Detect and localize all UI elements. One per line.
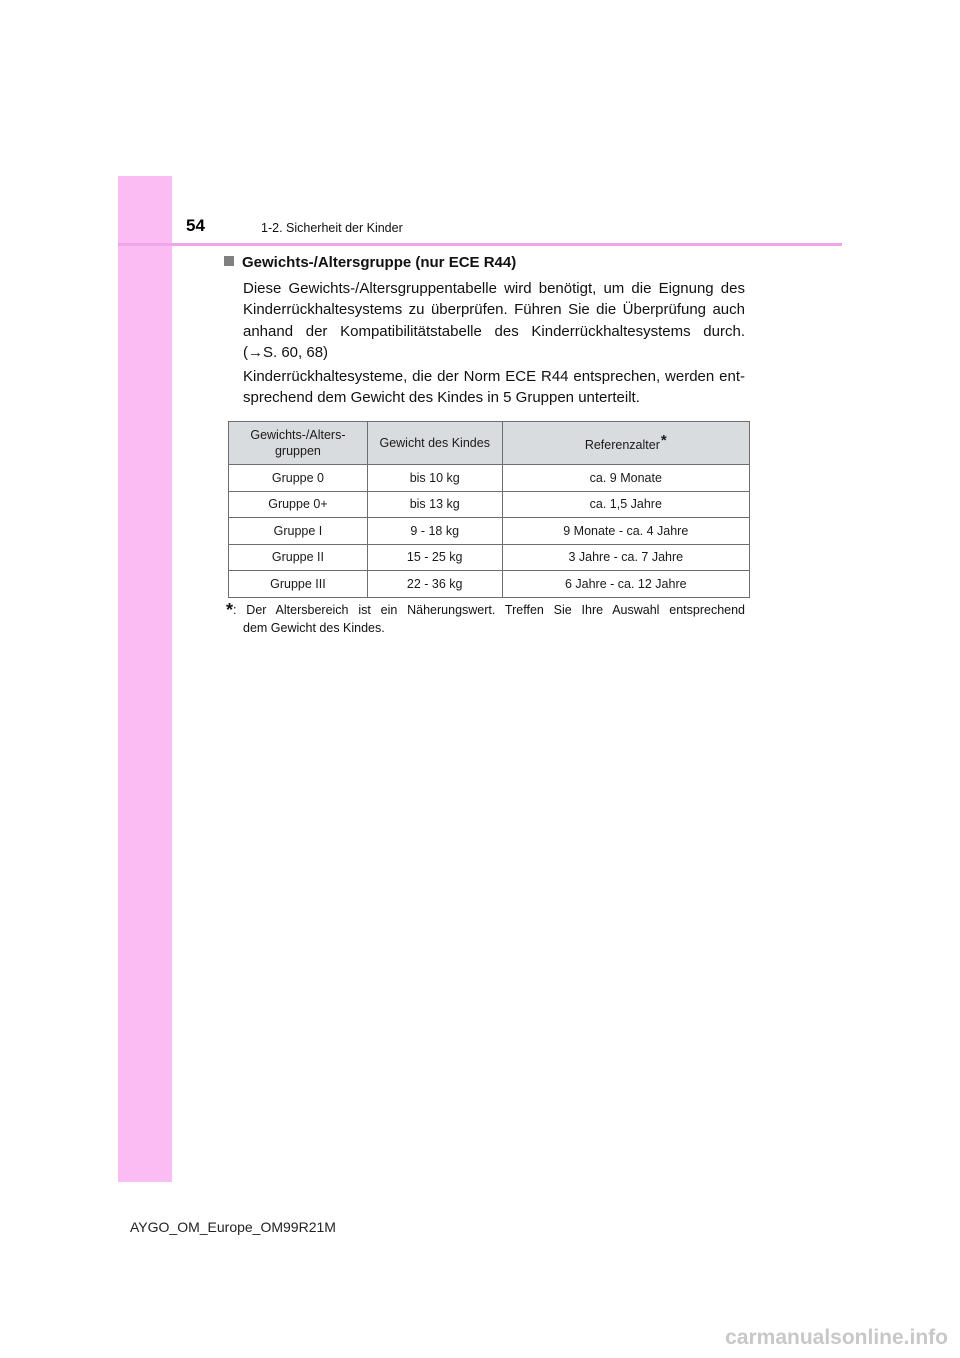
page-number: 54: [186, 216, 205, 235]
cell-age: ca. 1,5 Jahre: [502, 491, 749, 518]
header-weight: Gewicht des Kindes: [367, 422, 502, 465]
section-title: 1-2. Sicherheit der Kinder: [261, 221, 403, 235]
cell-age: 9 Monate - ca. 4 Jahre: [502, 518, 749, 545]
cell-weight: 15 - 25 kg: [367, 544, 502, 571]
cell-age: 6 Jahre - ca. 12 Jahre: [502, 571, 749, 598]
cell-weight: bis 10 kg: [367, 465, 502, 492]
paragraph-line: sprechend dem Gewicht des Kindes in 5 Gruppen unterteilt.: [243, 389, 640, 407]
subheading-text: Gewichts-/Altersgruppe (nur ECE R44): [242, 254, 517, 271]
cell-age: 3 Jahre - ca. 7 Jahre: [502, 544, 749, 571]
cell-weight: bis 13 kg: [367, 491, 502, 518]
paragraph-line: anhand der Kompatibilitätstabelle des Kinderrückhaltesystems durch.: [243, 322, 745, 340]
page-reference-link[interactable]: (→S. 60, 68): [243, 343, 329, 361]
table-row: [229, 518, 750, 545]
paragraph-line: Kinderrückhaltesysteme, die der Norm ECE R44 entsprechen, werden ent-: [243, 368, 745, 385]
square-bullet-icon: [224, 256, 234, 266]
cell-group: Gruppe I: [229, 518, 368, 545]
cell-group: Gruppe 0: [229, 465, 368, 492]
document-id: AYGO_OM_Europe_OM99R21M: [130, 1219, 336, 1235]
cell-weight: 9 - 18 kg: [367, 518, 502, 545]
footnote-asterisk: *: [226, 600, 234, 620]
table-header-row: [229, 422, 750, 465]
footnote: [226, 601, 745, 637]
cell-weight: 22 - 36 kg: [367, 571, 502, 598]
cell-group: Gruppe 0+: [229, 491, 368, 518]
table-row: [229, 465, 750, 492]
side-color-band: [118, 176, 172, 1182]
footnote-text: dem Gewicht des Kindes.: [243, 621, 385, 635]
paragraph-line: Diese Gewichts-/Altersgruppentabelle wird benötigt, um die Eignung des: [243, 280, 745, 297]
paragraph-line: Kinderrückhaltesystems zu überprüfen. Führen Sie die Überprüfung auch: [243, 301, 745, 319]
table-row: [229, 491, 750, 518]
watermark: carmanualsonline.info: [725, 1326, 948, 1349]
header-group: Gewichts-/Alters- gruppen: [229, 422, 368, 465]
header-reference-age: Referenzalter*: [502, 422, 749, 465]
cell-age: ca. 9 Monate: [502, 465, 749, 492]
weight-age-group-table: [228, 421, 750, 598]
table-row: [229, 544, 750, 571]
footnote-text: : Der Altersbereich ist ein Näherungswert. Treffen Sie Ihre Auswahl entsprechend: [233, 603, 745, 617]
asterisk-marker: *: [660, 432, 667, 449]
groups-paragraph: [243, 366, 745, 409]
cell-group: Gruppe III: [229, 571, 368, 598]
intro-paragraph: [243, 278, 745, 363]
cell-group: Gruppe II: [229, 544, 368, 571]
subheading: [224, 254, 516, 271]
table-row: [229, 571, 750, 598]
header-divider: [118, 243, 842, 246]
